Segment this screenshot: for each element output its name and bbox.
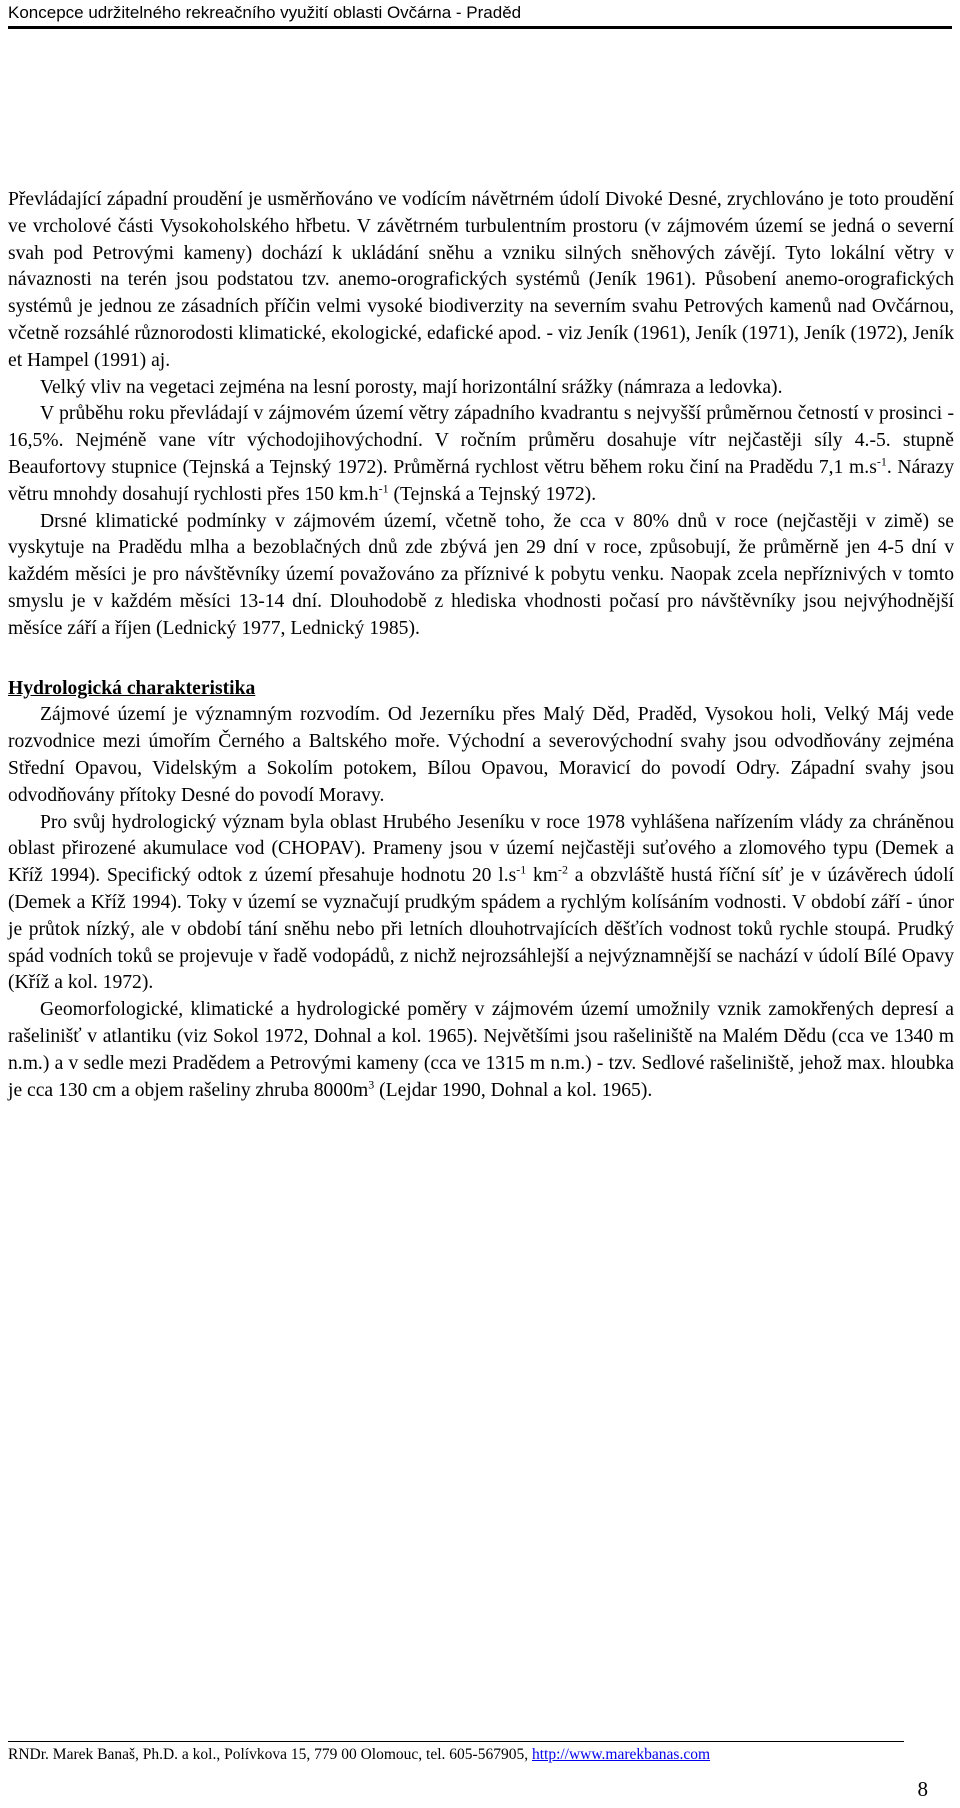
footer-website-link[interactable]: http://www.marekbanas.com (531, 1746, 711, 1763)
text-run: km (526, 865, 559, 887)
page-footer (8, 1745, 710, 1765)
header-rule (8, 26, 952, 29)
paragraph-wind-flow: Převládající západní proudění je usměrňováno ve vodícím návětrném údolí Divoké Desné, zrychlováno je toto proudění ve vrcholové části Vysokoholského hřbetu. V závětrném turbulentním prostoru (v zájmovém území se jedná o severní svah pod Petrovými kameny) dochází k ukládání sněhu a vzniku silných sněhových závějí. Tyto lokální větry v návaznosti na terén jsou podstatou tzv. anemo-orografických systémů (Jeník 1961). Působení anemo-orografických systémů je jednou ze zásadních příčin velmi vysoké biodiverzity na severním svahu Petrových kamenů nad Ovčárnou, včetně rozsáhlé různorodosti klimatické, ekologické, edafické apod. - viz Jeník (1961), Jeník (1971), Jeník (1972), Jeník et Hampel (1991) aj. (8, 189, 954, 371)
text-run: Pro svůj hydrologický význam byla oblast Hrubého Jeseníku v roce 1978 vyhlášena nařízením vlády za chráněnou oblast přirozené akumulace vod (CHOPAV). Prameny jsou v území nejčastěji suťového a zlomového typu (Demek a Kříž 1994). Specifický odtok z území přesahuje hodnotu 20 l.s (8, 811, 954, 887)
paragraph-water-significance (8, 810, 954, 998)
superscript: -2 (558, 862, 569, 877)
section-heading-hydrology: Hydrologická charakteristika (8, 677, 256, 699)
body-text (8, 187, 954, 1104)
text-run: V průběhu roku převládají v zájmovém území větry západního kvadrantu s nejvyšší průměrnou četností v prosinci - 16,5%. Nejméně vane vítr východojihovýchodní. V ročním průměru dosahuje vítr nejčastěji síly 4.-5. stupně Beaufortovy stupnice (Tejnská a Tejnský 1972). Průměrná rychlost větru během roku činí na Pradědu 7,1 m.s (8, 403, 954, 478)
text-run: (Lejdar 1990, Dohnal a kol. 1965). (374, 1079, 653, 1101)
paragraph-wind-statistics (8, 401, 954, 508)
text-run: Geomorfologické, klimatické a hydrologické poměry v zájmovém území umožnily vznik zamokřených depresí a rašelinišť v atlantiku (viz Sokol 1972, Dohnal a kol. 1965). Největšími jsou rašeliniště na Malém Dědu (cca ve 1340 m n.m.) a v sedle mezi Pradědem a Petrovými kameny (cca ve 1315 m n.m.) - tzv. Sedlové rašeliniště, jehož max. hloubka je cca 130 cm a objem rašeliny zhruba 8000m (8, 999, 954, 1101)
superscript: 3 (368, 1076, 375, 1091)
text-run: . Nárazy větru mnohdy dosahují rychlosti přes 150 km.h (8, 456, 954, 505)
footer-rule (8, 1741, 904, 1742)
page-number: 8 (917, 1777, 928, 1801)
text-run: a obzvláště hustá říční síť je v úzávěrech údolí (Demek a Kříž 1994). Toky v území se vyznačují prudkým spádem a rychlým kolísáním vodnosti. V období září - únor je průtok nízký, ale v období tání sněhu nebo při letních dlouhotrvajících děšťích vodnost toků rychle stoupá. Prudký spád vodních toků se projevuje v řadě vodopádů, z nichž nejrozsáhlejší a nejvýznamnější se nachází v údolí Bílé Opavy (Kříž a kol. 1972). (8, 865, 954, 994)
paragraph-peat-bogs (8, 997, 954, 1104)
superscript: -1 (378, 481, 389, 496)
text-run: (Tejnská a Tejnský 1972). (388, 483, 597, 505)
paragraph-watershed: Zájmové území je významným rozvodím. Od Jezerníku přes Malý Děd, Praděd, Vysokou holi, Velký Máj vede rozvodnice mezi úmořím Černého a Baltského moře. Východní a severovýchodní svahy jsou odvodňovány zejména Střední Opavou, Videlským a Sokolím potokem, Bílou Opavou, Moravicí do povodí Odry. Západní svahy jsou odvodňovány přítoky Desné do povodí Moravy. (8, 704, 954, 806)
superscript: -1 (516, 862, 527, 877)
page-header (8, 2, 952, 30)
footer-contact: RNDr. Marek Banaš, Ph.D. a kol., Polívkova 15, 779 00 Olomouc, tel. 605-567905, (8, 1746, 532, 1763)
paragraph-horizontal-precipitation: Velký vliv na vegetaci zejména na lesní porosty, mají horizontální srážky (námraza a ledovka). (40, 376, 783, 398)
paragraph-climate-conditions: Drsné klimatické podmínky v zájmovém území, včetně toho, že cca v 80% dnů v roce (nejčastěji v zimě) se vyskytuje na Pradědu mlha a bezoblačných dnů zde zbývá jen 29 dní v roce, způsobují, že průměrně jen 4-5 dní v každém měsíci je pro návštěvníky území považováno za příznivé k pobytu venku. Naopak zcela nepříznivých v tomto smyslu je v každém měsíci 13-14 dní. Dlouhodobě z hlediska vhodnosti počasí pro návštěvníky jsou nejvýhodnější měsíce září a říjen (Lednický 1977, Lednický 1985). (8, 510, 954, 639)
superscript: -1 (876, 454, 887, 469)
header-title: Koncepce udržitelného rekreačního využití oblasti Ovčárna - Praděd (8, 3, 522, 22)
